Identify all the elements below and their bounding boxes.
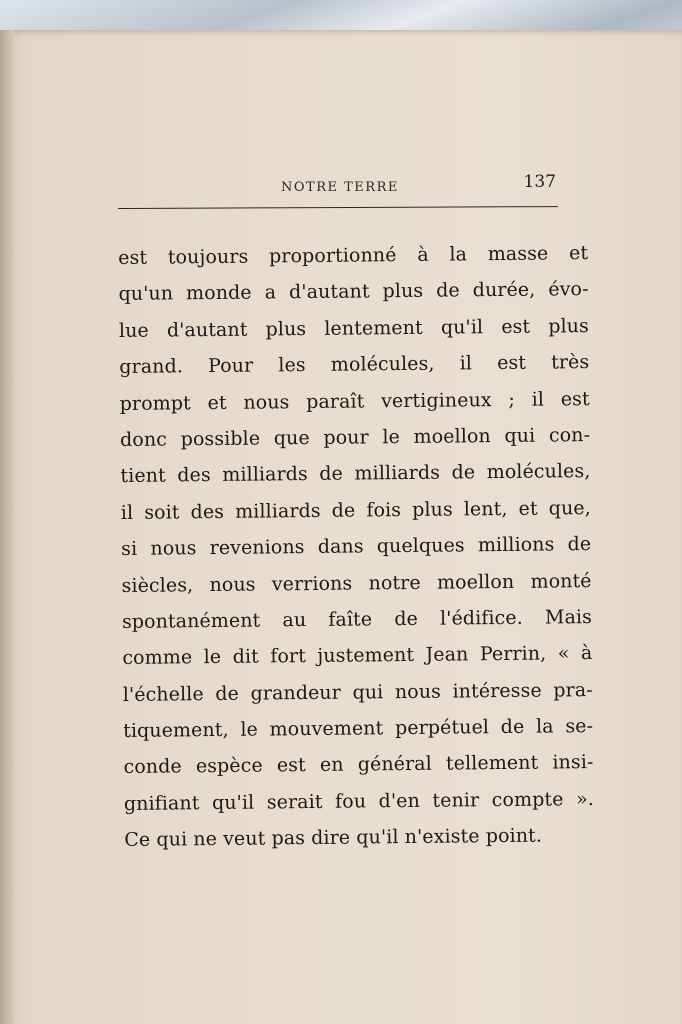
text-line: siècles, nous verrions notre moellon monté	[121, 569, 592, 597]
text-line: conde espèce est en général tellement insi-	[123, 751, 594, 779]
body-text	[118, 235, 594, 859]
text-line: comme le dit fort justement Jean Perrin, « à	[122, 642, 593, 670]
text-line: spontanément au faîte de l'édifice. Mais	[121, 605, 593, 633]
text-line: l'échelle de grandeur qui nous intéresse pra-	[122, 678, 593, 706]
text-line: qu'un monde a d'autant plus de durée, évo-	[118, 278, 589, 306]
text-line: tiquement, le mouvement perpétuel de la se-	[123, 715, 594, 743]
running-head: NOTRE TERRE	[281, 180, 399, 195]
text-line: prompt et nous paraît vertigineux ; il est	[119, 387, 590, 415]
text-line: est toujours proportionné à la masse et	[118, 242, 589, 269]
text-line: il soit des milliards de fois plus lent, et que,	[120, 496, 591, 524]
text-line: lue d'autant plus lentement qu'il est plus	[118, 314, 590, 342]
text-line: donc possible que pour le moellon qui con-	[119, 424, 591, 451]
text-line: Ce qui ne veut pas dire qu'il n'existe point.	[124, 824, 543, 852]
text-line: tient des milliards de milliards de molécules,	[120, 460, 591, 488]
text-line: grand. Pour les molécules, il est très	[119, 351, 590, 379]
text-line: si nous revenions dans quelques millions de	[121, 533, 592, 561]
page-gutter	[0, 30, 14, 1024]
text-line: gnifiant qu'il serait fou d'en tenir compte ».	[123, 787, 594, 815]
page-header	[118, 170, 558, 200]
page-number: 137	[523, 172, 556, 192]
